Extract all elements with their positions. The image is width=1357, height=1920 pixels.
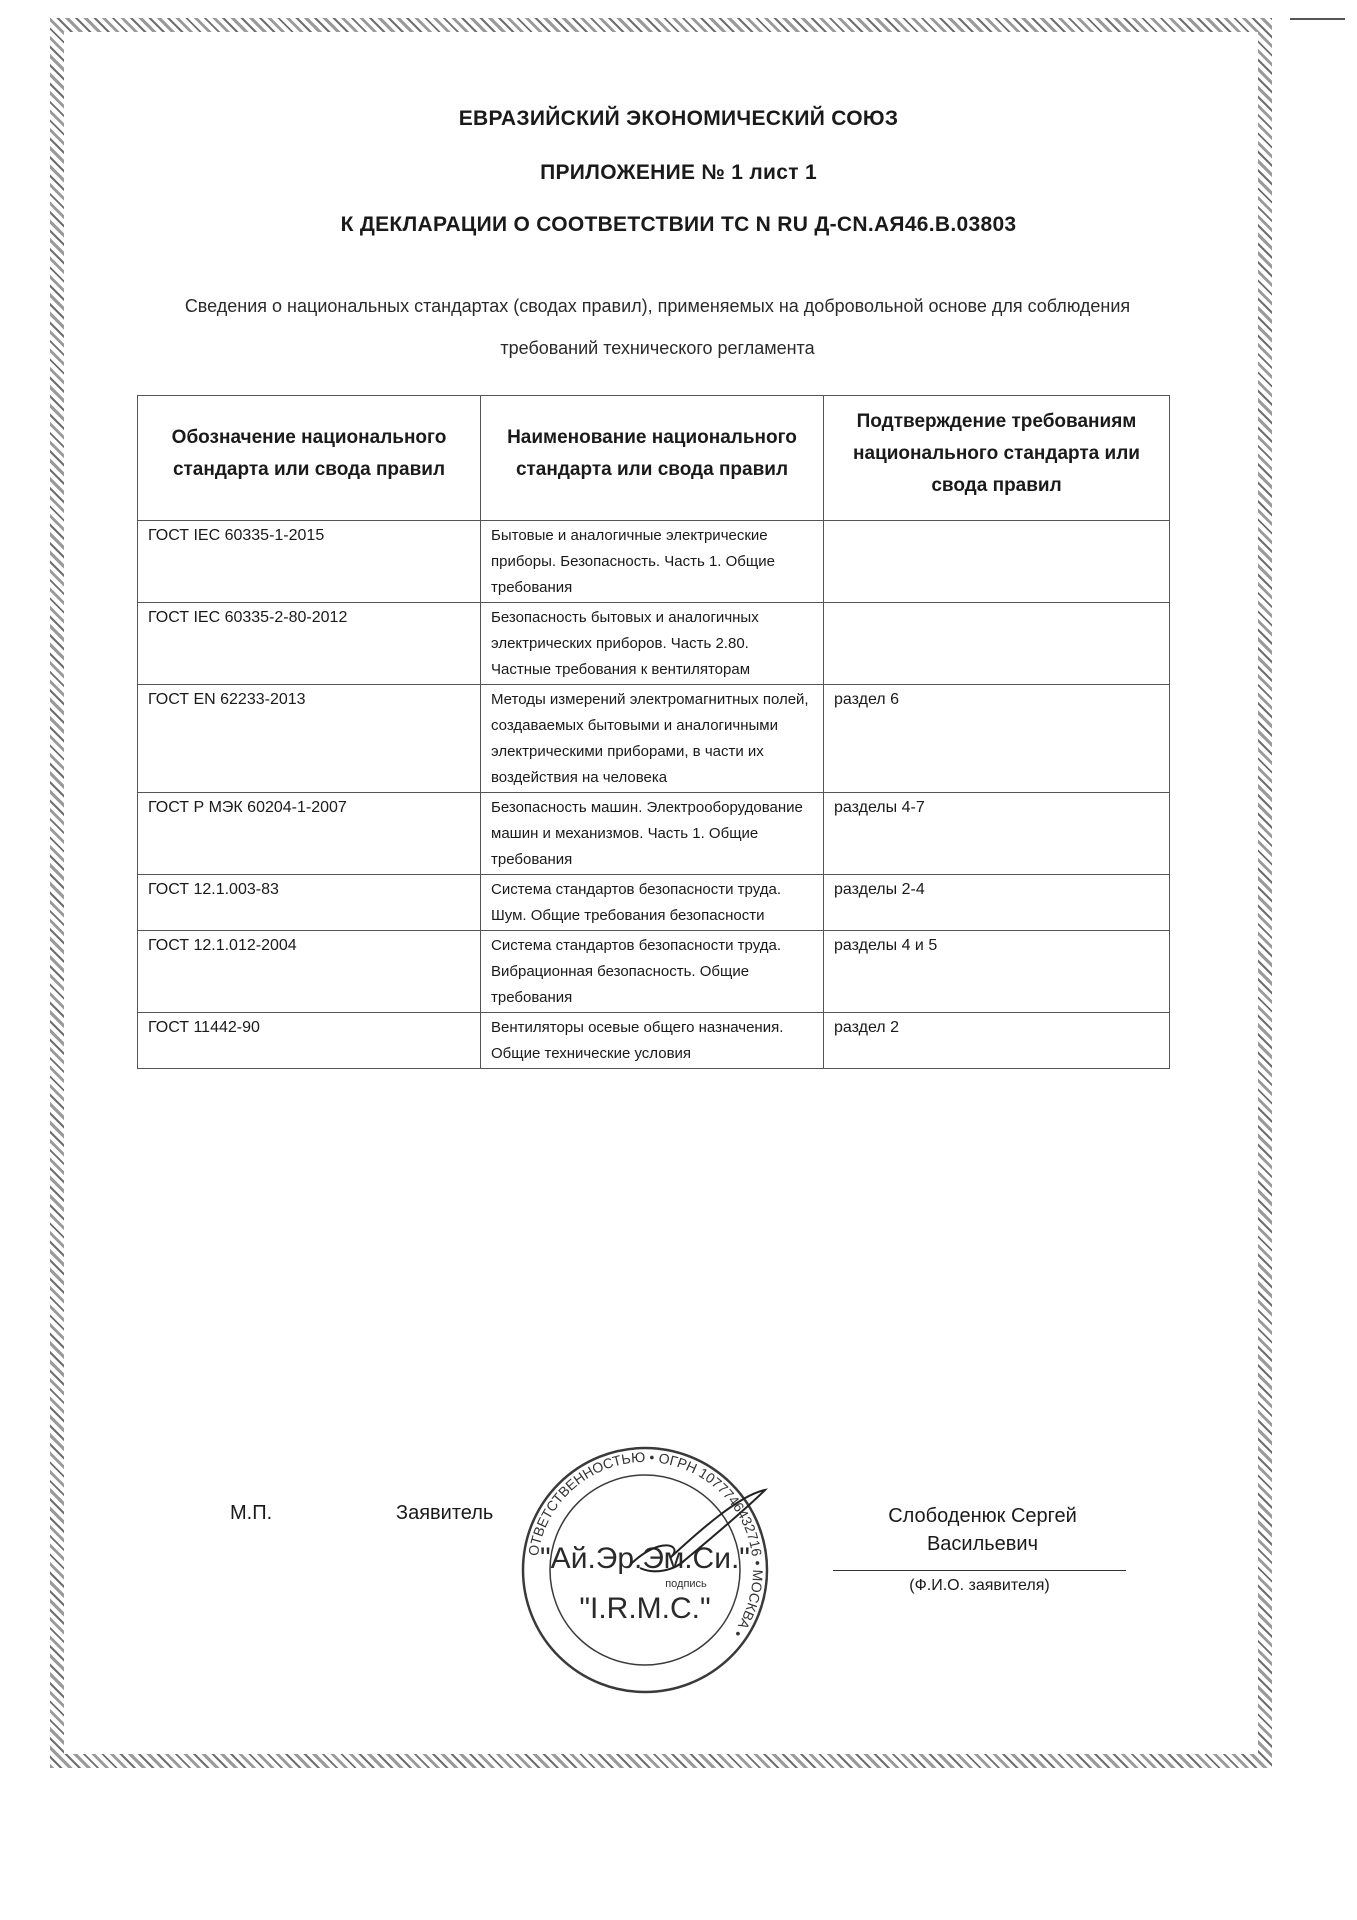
declaration-title: К ДЕКЛАРАЦИИ О СООТВЕТСТВИИ ТС N RU Д-CN.АЯ46.В.03803 bbox=[340, 213, 1017, 236]
stamp-sign-label: подпись bbox=[665, 1578, 707, 1590]
standard-name: Бытовые и аналогичные электрические приборы. Безопасность. Часть 1. Общие требования bbox=[481, 521, 824, 603]
standard-code: ГОСТ EN 62233-2013 bbox=[138, 685, 481, 793]
table-row bbox=[138, 1013, 1170, 1069]
appendix-title: ПРИЛОЖЕНИЕ № 1 лист 1 bbox=[540, 161, 817, 184]
standard-confirmation: раздел 2 bbox=[824, 1013, 1170, 1069]
standard-code: ГОСТ 12.1.012-2004 bbox=[138, 931, 481, 1013]
stamp-name-en: "I.R.M.C." bbox=[579, 1592, 711, 1625]
standard-code: ГОСТ Р МЭК 60204-1-2007 bbox=[138, 793, 481, 875]
standard-name: Вентиляторы осевые общего назначения. Общие технические условия bbox=[481, 1013, 824, 1069]
standard-confirmation bbox=[824, 603, 1170, 685]
stamp-ring-text: ОТВЕТСТВЕННОСТЬЮ • ОГРН 1077746432716 • МОСКВА • bbox=[524, 1448, 767, 1641]
applicant-name bbox=[850, 1502, 1115, 1558]
signature-caption: (Ф.И.О. заявителя) bbox=[909, 1577, 1050, 1594]
applicant-label: Заявитель bbox=[396, 1502, 494, 1524]
standard-name: Методы измерений электромагнитных полей, создаваемых бытовыми и аналогичными электрическими приборами, в части их воздействия на человека bbox=[481, 685, 824, 793]
corner-mark bbox=[1290, 18, 1345, 20]
column-header-confirmation: Подтверждение требованиям национального стандарта или свода правил bbox=[824, 396, 1170, 521]
union-title: ЕВРАЗИЙСКИЙ ЭКОНОМИЧЕСКИЙ СОЮЗ bbox=[458, 107, 899, 130]
table-row bbox=[138, 685, 1170, 793]
applicant-name-line1: Слободенюк Сергей bbox=[888, 1505, 1077, 1527]
intro-text: Сведения о национальных стандартах (сводах правил), применяемых на добровольной основе для соблюдения требований технического регламента bbox=[184, 296, 1131, 358]
standard-confirmation: разделы 4 и 5 bbox=[824, 931, 1170, 1013]
standard-confirmation: разделы 4-7 bbox=[824, 793, 1170, 875]
stamp-name-ru: "Ай.Эр.Эм.Си." bbox=[540, 1542, 750, 1575]
seal-place-label: М.П. bbox=[230, 1502, 273, 1524]
signature-line bbox=[833, 1570, 1126, 1571]
table-row bbox=[138, 793, 1170, 875]
standards-table bbox=[137, 395, 1170, 1069]
standard-confirmation bbox=[824, 521, 1170, 603]
standard-name: Безопасность машин. Электрооборудование машин и механизмов. Часть 1. Общие требования bbox=[481, 793, 824, 875]
company-stamp bbox=[510, 1440, 780, 1700]
table-row bbox=[138, 875, 1170, 931]
column-header-code: Обозначение национального стандарта или свода правил bbox=[138, 396, 481, 521]
applicant-name-line2: Васильевич bbox=[926, 1533, 1039, 1555]
table-row bbox=[138, 521, 1170, 603]
table-row bbox=[138, 931, 1170, 1013]
standard-confirmation: раздел 6 bbox=[824, 685, 1170, 793]
standard-code: ГОСТ IEC 60335-2-80-2012 bbox=[138, 603, 481, 685]
standard-code: ГОСТ 12.1.003-83 bbox=[138, 875, 481, 931]
table-header-row bbox=[138, 396, 1170, 521]
standard-code: ГОСТ 11442-90 bbox=[138, 1013, 481, 1069]
standard-confirmation: разделы 2-4 bbox=[824, 875, 1170, 931]
standard-name: Система стандартов безопасности труда. Вибрационная безопасность. Общие требования bbox=[481, 931, 824, 1013]
standard-name: Система стандартов безопасности труда. Шум. Общие требования безопасности bbox=[481, 875, 824, 931]
standard-code: ГОСТ IEC 60335-1-2015 bbox=[138, 521, 481, 603]
table-row bbox=[138, 603, 1170, 685]
column-header-name: Наименование национального стандарта или свода правил bbox=[481, 396, 824, 521]
standard-name: Безопасность бытовых и аналогичных электрических приборов. Часть 2.80. Частные требования к вентиляторам bbox=[481, 603, 824, 685]
